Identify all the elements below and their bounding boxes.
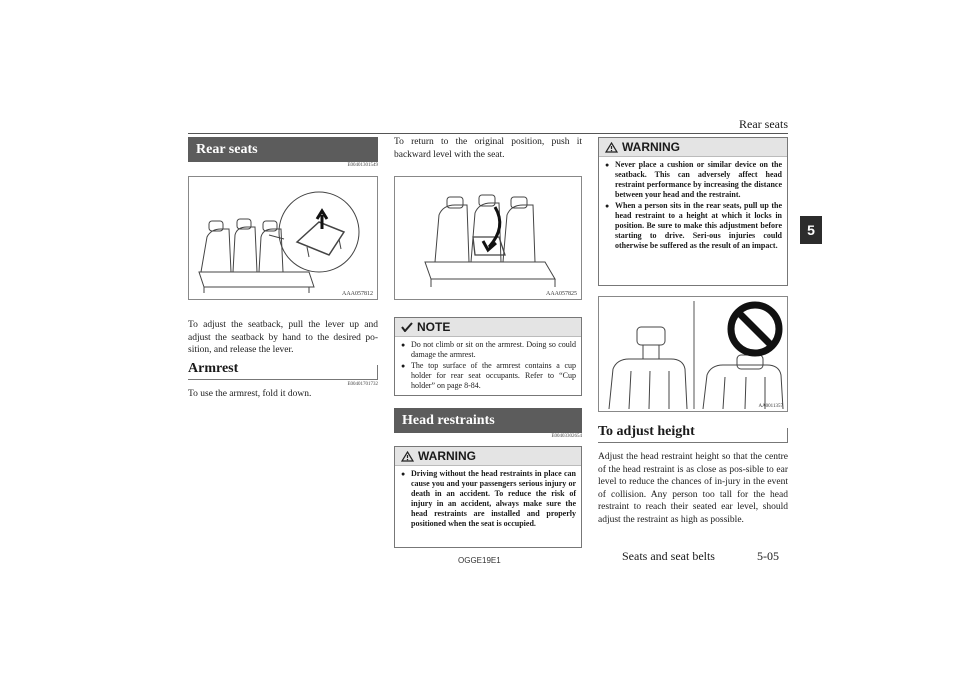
figure-code: AAA057812: [342, 291, 373, 297]
section-title-head-restraints: [394, 408, 582, 433]
note-item: [401, 361, 576, 391]
bullet-icon: ●: [401, 362, 406, 370]
figure-code: AAA057825: [546, 291, 577, 297]
head-restraint-illustration: [599, 297, 788, 412]
warning-title: WARNING: [622, 140, 680, 154]
bullet-icon: ●: [401, 470, 406, 478]
chapter-tab: 5: [800, 216, 822, 244]
subsection-title-armrest: [188, 361, 378, 380]
prohibited-icon: [731, 305, 779, 353]
section-code: E00401701732: [347, 382, 378, 387]
section-title-text: Rear seats: [196, 141, 258, 157]
note-title: NOTE: [417, 320, 451, 334]
adjust-seatback-text: To adjust the seatback, pull the lever up and adjust the seatback by hand to the desired po-sition, and release the lever.: [188, 320, 378, 355]
warning-header: [395, 447, 581, 466]
note-item-text: The top surface of the armrest contains a cup holder for rear seat occupants. Refer to “Cup holder” on page 8-84.: [411, 361, 576, 390]
section-code: E00401301549: [347, 163, 378, 168]
armrest-text: To use the armrest, fold it down.: [188, 389, 312, 399]
header-rule: [188, 133, 788, 134]
page-number: 5-05: [757, 549, 779, 563]
subsection-title-text: Armrest: [188, 361, 239, 376]
warning-title: WARNING: [418, 449, 476, 463]
warning-item-text: Never place a cushion or similar device on the seatback. This can adversely affect head restraint performance by increasing the distance between your head and the restraint.: [615, 160, 782, 199]
warning-box: [394, 446, 582, 548]
subsection-title-adjust-height: [598, 424, 788, 443]
figure-seatback-lever: [188, 176, 378, 300]
warning-header: [599, 138, 787, 157]
running-header: Rear seats: [739, 117, 788, 131]
warning-item-text: Driving without the head restraints in place can cause you and your passengers serious injury or death in an accident. To reduce the risk of injury in an accident, always make sure the head restraints are installed and properly positioned when the seat is occupied.: [411, 469, 576, 528]
return-position-text: To return to the original position, push it backward level with the seat.: [394, 137, 582, 160]
note-header: [395, 318, 581, 337]
section-title-rear-seats: [188, 137, 378, 162]
armrest-illustration: [395, 177, 582, 300]
warning-box: [598, 137, 788, 286]
figure-head-restraint: [598, 296, 788, 412]
subsection-title-text: To adjust height: [598, 424, 695, 439]
adjust-height-text: Adjust the head restraint height so that the centre of the head restraint is as close as pos-sible to ear level to reduce the chances of in-jury in the event of collision. Any person too tall for the head restraint to reach their seated ear level, should adjust the restraint as high as possible.: [598, 452, 788, 525]
note-box: [394, 317, 582, 396]
figure-armrest: [394, 176, 582, 300]
section-code: E00403302654: [551, 434, 582, 439]
note-item-text: Do not climb or sit on the armrest. Doing so could damage the armrest.: [411, 340, 576, 359]
figure-code: AA0011357: [758, 404, 783, 409]
warning-item: [401, 469, 576, 529]
seat-illustration: [189, 177, 378, 300]
arrow-down-icon: [489, 207, 500, 247]
bullet-icon: ●: [605, 202, 610, 210]
footer-chapter: Seats and seat belts: [622, 549, 715, 563]
note-item: [401, 340, 576, 360]
bullet-icon: ●: [605, 161, 610, 169]
warning-item: [605, 160, 782, 200]
arrow-up-icon: [317, 211, 327, 229]
warning-triangle-icon: [605, 142, 618, 153]
document-code: OGGE19E1: [458, 556, 501, 565]
checkmark-icon: [401, 322, 413, 332]
section-title-text: Head restraints: [402, 412, 495, 428]
warning-item: [605, 201, 782, 251]
bullet-icon: ●: [401, 341, 406, 349]
warning-item-text: When a person sits in the rear seats, pull up the head restraint to a height at which it locks in position. Be sure to make this adjustment before starting to drive. Seri-ous injuries could otherwise be suffered as the result of an impact.: [615, 201, 782, 250]
warning-triangle-icon: [401, 451, 414, 462]
